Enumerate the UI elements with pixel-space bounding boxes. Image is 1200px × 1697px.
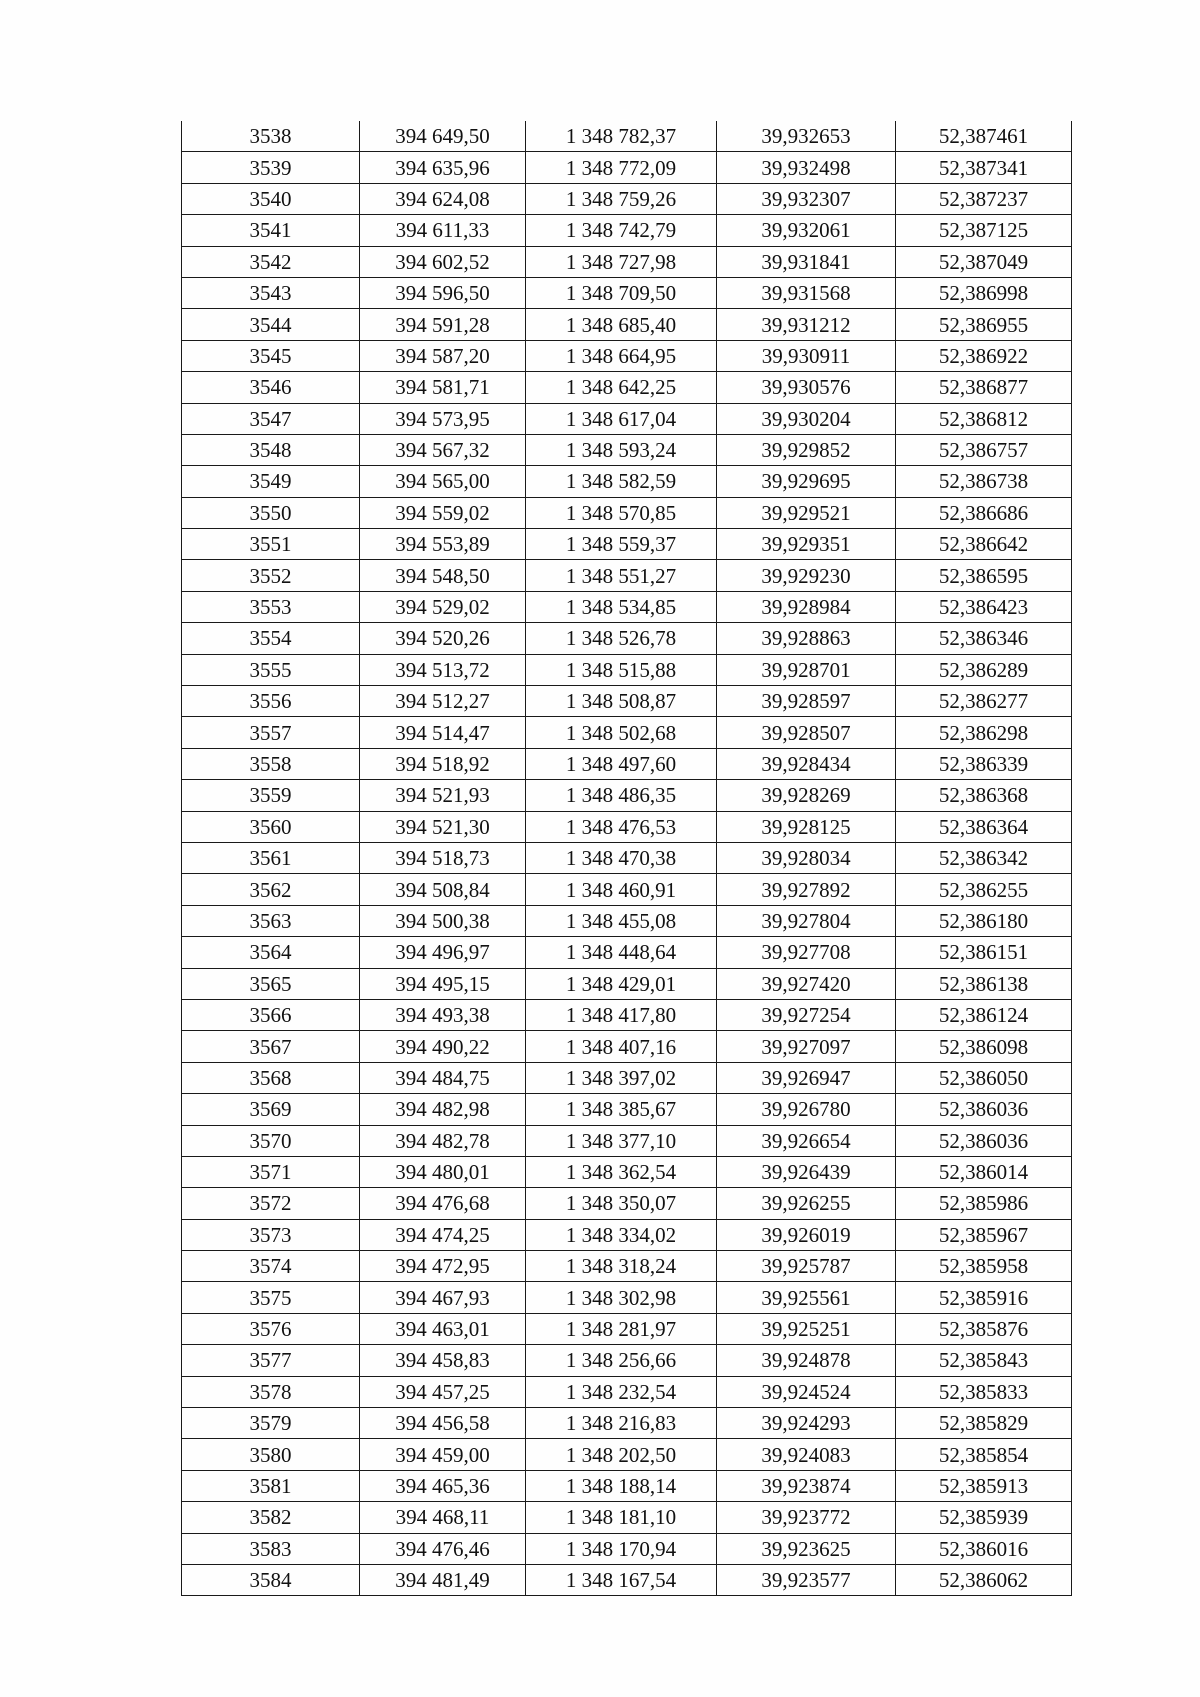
table-row <box>182 1156 1072 1187</box>
point-number-cell: 3574 <box>182 1251 360 1282</box>
y-coordinate-cell: 1 348 593,24 <box>526 434 717 465</box>
table-row <box>182 1062 1072 1093</box>
point-number-cell: 3578 <box>182 1376 360 1407</box>
y-coordinate-cell: 1 348 742,79 <box>526 215 717 246</box>
latitude-cell: 39,925561 <box>717 1282 896 1313</box>
y-coordinate-cell: 1 348 181,10 <box>526 1502 717 1533</box>
y-coordinate-cell: 1 348 664,95 <box>526 340 717 371</box>
x-coordinate-cell: 394 635,96 <box>360 152 526 183</box>
latitude-cell: 39,927892 <box>717 874 896 905</box>
longitude-cell: 52,385958 <box>896 1251 1072 1282</box>
point-number-cell: 3564 <box>182 937 360 968</box>
point-number-cell: 3550 <box>182 497 360 528</box>
x-coordinate-cell: 394 496,97 <box>360 937 526 968</box>
latitude-cell: 39,925787 <box>717 1251 896 1282</box>
x-coordinate-cell: 394 457,25 <box>360 1376 526 1407</box>
latitude-cell: 39,924083 <box>717 1439 896 1470</box>
table-row <box>182 999 1072 1030</box>
point-number-cell: 3549 <box>182 466 360 497</box>
latitude-cell: 39,924293 <box>717 1408 896 1439</box>
x-coordinate-cell: 394 481,49 <box>360 1564 526 1595</box>
point-number-cell: 3540 <box>182 183 360 214</box>
longitude-cell: 52,386364 <box>896 811 1072 842</box>
x-coordinate-cell: 394 465,36 <box>360 1470 526 1501</box>
latitude-cell: 39,930911 <box>717 340 896 371</box>
x-coordinate-cell: 394 521,30 <box>360 811 526 842</box>
latitude-cell: 39,926780 <box>717 1094 896 1125</box>
latitude-cell: 39,929695 <box>717 466 896 497</box>
table-row <box>182 1376 1072 1407</box>
latitude-cell: 39,927097 <box>717 1031 896 1062</box>
y-coordinate-cell: 1 348 685,40 <box>526 309 717 340</box>
latitude-cell: 39,925251 <box>717 1313 896 1344</box>
latitude-cell: 39,926654 <box>717 1125 896 1156</box>
y-coordinate-cell: 1 348 559,37 <box>526 529 717 560</box>
x-coordinate-cell: 394 490,22 <box>360 1031 526 1062</box>
x-coordinate-cell: 394 474,25 <box>360 1219 526 1250</box>
table-row <box>182 529 1072 560</box>
latitude-cell: 39,923874 <box>717 1470 896 1501</box>
table-row <box>182 403 1072 434</box>
x-coordinate-cell: 394 529,02 <box>360 591 526 622</box>
y-coordinate-cell: 1 348 407,16 <box>526 1031 717 1062</box>
y-coordinate-cell: 1 348 515,88 <box>526 654 717 685</box>
x-coordinate-cell: 394 513,72 <box>360 654 526 685</box>
latitude-cell: 39,931212 <box>717 309 896 340</box>
point-number-cell: 3568 <box>182 1062 360 1093</box>
point-number-cell: 3561 <box>182 842 360 873</box>
latitude-cell: 39,926019 <box>717 1219 896 1250</box>
point-number-cell: 3583 <box>182 1533 360 1564</box>
longitude-cell: 52,386812 <box>896 403 1072 434</box>
x-coordinate-cell: 394 482,78 <box>360 1125 526 1156</box>
point-number-cell: 3573 <box>182 1219 360 1250</box>
longitude-cell: 52,386423 <box>896 591 1072 622</box>
x-coordinate-cell: 394 495,15 <box>360 968 526 999</box>
longitude-cell: 52,385843 <box>896 1345 1072 1376</box>
y-coordinate-cell: 1 348 417,80 <box>526 999 717 1030</box>
x-coordinate-cell: 394 602,52 <box>360 246 526 277</box>
y-coordinate-cell: 1 348 397,02 <box>526 1062 717 1093</box>
point-number-cell: 3572 <box>182 1188 360 1219</box>
table-row <box>182 1408 1072 1439</box>
x-coordinate-cell: 394 472,95 <box>360 1251 526 1282</box>
table-row <box>182 215 1072 246</box>
x-coordinate-cell: 394 518,73 <box>360 842 526 873</box>
x-coordinate-cell: 394 581,71 <box>360 372 526 403</box>
table-row <box>182 1188 1072 1219</box>
x-coordinate-cell: 394 514,47 <box>360 717 526 748</box>
x-coordinate-cell: 394 518,92 <box>360 748 526 779</box>
point-number-cell: 3566 <box>182 999 360 1030</box>
x-coordinate-cell: 394 591,28 <box>360 309 526 340</box>
x-coordinate-cell: 394 467,93 <box>360 1282 526 1313</box>
x-coordinate-cell: 394 476,46 <box>360 1533 526 1564</box>
y-coordinate-cell: 1 348 642,25 <box>526 372 717 403</box>
x-coordinate-cell: 394 493,38 <box>360 999 526 1030</box>
longitude-cell: 52,386098 <box>896 1031 1072 1062</box>
point-number-cell: 3575 <box>182 1282 360 1313</box>
longitude-cell: 52,386016 <box>896 1533 1072 1564</box>
latitude-cell: 39,926947 <box>717 1062 896 1093</box>
x-coordinate-cell: 394 624,08 <box>360 183 526 214</box>
latitude-cell: 39,928125 <box>717 811 896 842</box>
latitude-cell: 39,929521 <box>717 497 896 528</box>
x-coordinate-cell: 394 459,00 <box>360 1439 526 1470</box>
table-row <box>182 152 1072 183</box>
latitude-cell: 39,923625 <box>717 1533 896 1564</box>
table-row <box>182 623 1072 654</box>
table-row <box>182 1439 1072 1470</box>
table-row <box>182 937 1072 968</box>
table-row <box>182 874 1072 905</box>
table-row <box>182 842 1072 873</box>
x-coordinate-cell: 394 484,75 <box>360 1062 526 1093</box>
longitude-cell: 52,386255 <box>896 874 1072 905</box>
table-row <box>182 340 1072 371</box>
x-coordinate-cell: 394 458,83 <box>360 1345 526 1376</box>
table-row <box>182 1313 1072 1344</box>
longitude-cell: 52,387049 <box>896 246 1072 277</box>
latitude-cell: 39,923772 <box>717 1502 896 1533</box>
longitude-cell: 52,386686 <box>896 497 1072 528</box>
table-row <box>182 717 1072 748</box>
y-coordinate-cell: 1 348 570,85 <box>526 497 717 528</box>
point-number-cell: 3544 <box>182 309 360 340</box>
point-number-cell: 3560 <box>182 811 360 842</box>
y-coordinate-cell: 1 348 256,66 <box>526 1345 717 1376</box>
latitude-cell: 39,932653 <box>717 121 896 152</box>
latitude-cell: 39,929852 <box>717 434 896 465</box>
y-coordinate-cell: 1 348 508,87 <box>526 686 717 717</box>
y-coordinate-cell: 1 348 188,14 <box>526 1470 717 1501</box>
x-coordinate-cell: 394 520,26 <box>360 623 526 654</box>
longitude-cell: 52,385829 <box>896 1408 1072 1439</box>
table-row <box>182 372 1072 403</box>
table-row <box>182 686 1072 717</box>
point-number-cell: 3584 <box>182 1564 360 1595</box>
longitude-cell: 52,386298 <box>896 717 1072 748</box>
latitude-cell: 39,932498 <box>717 152 896 183</box>
table-row <box>182 121 1072 152</box>
point-number-cell: 3576 <box>182 1313 360 1344</box>
latitude-cell: 39,923577 <box>717 1564 896 1595</box>
x-coordinate-cell: 394 559,02 <box>360 497 526 528</box>
point-number-cell: 3558 <box>182 748 360 779</box>
latitude-cell: 39,928507 <box>717 717 896 748</box>
x-coordinate-cell: 394 476,68 <box>360 1188 526 1219</box>
longitude-cell: 52,386342 <box>896 842 1072 873</box>
point-number-cell: 3553 <box>182 591 360 622</box>
table-row <box>182 1564 1072 1595</box>
point-number-cell: 3580 <box>182 1439 360 1470</box>
table-row <box>182 905 1072 936</box>
longitude-cell: 52,386346 <box>896 623 1072 654</box>
longitude-cell: 52,386151 <box>896 937 1072 968</box>
coordinates-table <box>181 121 1072 1596</box>
y-coordinate-cell: 1 348 470,38 <box>526 842 717 873</box>
y-coordinate-cell: 1 348 429,01 <box>526 968 717 999</box>
table-row <box>182 1345 1072 1376</box>
longitude-cell: 52,386922 <box>896 340 1072 371</box>
table-row <box>182 497 1072 528</box>
table-row <box>182 1219 1072 1250</box>
longitude-cell: 52,385916 <box>896 1282 1072 1313</box>
coordinates-table-body <box>182 121 1072 1596</box>
longitude-cell: 52,385939 <box>896 1502 1072 1533</box>
latitude-cell: 39,931568 <box>717 277 896 308</box>
longitude-cell: 52,386124 <box>896 999 1072 1030</box>
x-coordinate-cell: 394 587,20 <box>360 340 526 371</box>
y-coordinate-cell: 1 348 709,50 <box>526 277 717 308</box>
latitude-cell: 39,927708 <box>717 937 896 968</box>
table-row <box>182 811 1072 842</box>
x-coordinate-cell: 394 482,98 <box>360 1094 526 1125</box>
y-coordinate-cell: 1 348 318,24 <box>526 1251 717 1282</box>
latitude-cell: 39,929351 <box>717 529 896 560</box>
longitude-cell: 52,386955 <box>896 309 1072 340</box>
latitude-cell: 39,927254 <box>717 999 896 1030</box>
y-coordinate-cell: 1 348 385,67 <box>526 1094 717 1125</box>
longitude-cell: 52,387237 <box>896 183 1072 214</box>
longitude-cell: 52,386036 <box>896 1094 1072 1125</box>
longitude-cell: 52,386998 <box>896 277 1072 308</box>
y-coordinate-cell: 1 348 476,53 <box>526 811 717 842</box>
x-coordinate-cell: 394 649,50 <box>360 121 526 152</box>
table-row <box>182 309 1072 340</box>
longitude-cell: 52,387461 <box>896 121 1072 152</box>
latitude-cell: 39,928269 <box>717 780 896 811</box>
point-number-cell: 3579 <box>182 1408 360 1439</box>
x-coordinate-cell: 394 456,58 <box>360 1408 526 1439</box>
y-coordinate-cell: 1 348 534,85 <box>526 591 717 622</box>
longitude-cell: 52,387125 <box>896 215 1072 246</box>
longitude-cell: 52,386339 <box>896 748 1072 779</box>
point-number-cell: 3556 <box>182 686 360 717</box>
point-number-cell: 3555 <box>182 654 360 685</box>
longitude-cell: 52,386757 <box>896 434 1072 465</box>
longitude-cell: 52,386062 <box>896 1564 1072 1595</box>
latitude-cell: 39,928701 <box>717 654 896 685</box>
x-coordinate-cell: 394 548,50 <box>360 560 526 591</box>
y-coordinate-cell: 1 348 551,27 <box>526 560 717 591</box>
point-number-cell: 3563 <box>182 905 360 936</box>
x-coordinate-cell: 394 508,84 <box>360 874 526 905</box>
point-number-cell: 3581 <box>182 1470 360 1501</box>
y-coordinate-cell: 1 348 167,54 <box>526 1564 717 1595</box>
y-coordinate-cell: 1 348 377,10 <box>526 1125 717 1156</box>
longitude-cell: 52,385967 <box>896 1219 1072 1250</box>
point-number-cell: 3546 <box>182 372 360 403</box>
latitude-cell: 39,926439 <box>717 1156 896 1187</box>
longitude-cell: 52,386050 <box>896 1062 1072 1093</box>
point-number-cell: 3548 <box>182 434 360 465</box>
table-row <box>182 654 1072 685</box>
x-coordinate-cell: 394 596,50 <box>360 277 526 308</box>
x-coordinate-cell: 394 611,33 <box>360 215 526 246</box>
point-number-cell: 3569 <box>182 1094 360 1125</box>
longitude-cell: 52,387341 <box>896 152 1072 183</box>
table-row <box>182 1125 1072 1156</box>
point-number-cell: 3554 <box>182 623 360 654</box>
point-number-cell: 3542 <box>182 246 360 277</box>
y-coordinate-cell: 1 348 232,54 <box>526 1376 717 1407</box>
x-coordinate-cell: 394 521,93 <box>360 780 526 811</box>
x-coordinate-cell: 394 500,38 <box>360 905 526 936</box>
table-row <box>182 748 1072 779</box>
x-coordinate-cell: 394 463,01 <box>360 1313 526 1344</box>
latitude-cell: 39,924524 <box>717 1376 896 1407</box>
latitude-cell: 39,930204 <box>717 403 896 434</box>
y-coordinate-cell: 1 348 350,07 <box>526 1188 717 1219</box>
longitude-cell: 52,386368 <box>896 780 1072 811</box>
point-number-cell: 3567 <box>182 1031 360 1062</box>
point-number-cell: 3545 <box>182 340 360 371</box>
longitude-cell: 52,385986 <box>896 1188 1072 1219</box>
point-number-cell: 3543 <box>182 277 360 308</box>
latitude-cell: 39,932307 <box>717 183 896 214</box>
table-row <box>182 1470 1072 1501</box>
point-number-cell: 3538 <box>182 121 360 152</box>
latitude-cell: 39,926255 <box>717 1188 896 1219</box>
x-coordinate-cell: 394 512,27 <box>360 686 526 717</box>
longitude-cell: 52,386277 <box>896 686 1072 717</box>
longitude-cell: 52,386642 <box>896 529 1072 560</box>
longitude-cell: 52,385854 <box>896 1439 1072 1470</box>
y-coordinate-cell: 1 348 455,08 <box>526 905 717 936</box>
y-coordinate-cell: 1 348 202,50 <box>526 1439 717 1470</box>
table-row <box>182 277 1072 308</box>
longitude-cell: 52,386877 <box>896 372 1072 403</box>
x-coordinate-cell: 394 567,32 <box>360 434 526 465</box>
y-coordinate-cell: 1 348 302,98 <box>526 1282 717 1313</box>
longitude-cell: 52,386180 <box>896 905 1072 936</box>
table-row <box>182 183 1072 214</box>
y-coordinate-cell: 1 348 782,37 <box>526 121 717 152</box>
point-number-cell: 3557 <box>182 717 360 748</box>
y-coordinate-cell: 1 348 362,54 <box>526 1156 717 1187</box>
point-number-cell: 3562 <box>182 874 360 905</box>
longitude-cell: 52,386036 <box>896 1125 1072 1156</box>
point-number-cell: 3571 <box>182 1156 360 1187</box>
point-number-cell: 3570 <box>182 1125 360 1156</box>
point-number-cell: 3582 <box>182 1502 360 1533</box>
x-coordinate-cell: 394 468,11 <box>360 1502 526 1533</box>
point-number-cell: 3539 <box>182 152 360 183</box>
y-coordinate-cell: 1 348 486,35 <box>526 780 717 811</box>
table-row <box>182 1533 1072 1564</box>
y-coordinate-cell: 1 348 502,68 <box>526 717 717 748</box>
latitude-cell: 39,932061 <box>717 215 896 246</box>
y-coordinate-cell: 1 348 526,78 <box>526 623 717 654</box>
longitude-cell: 52,386738 <box>896 466 1072 497</box>
point-number-cell: 3565 <box>182 968 360 999</box>
x-coordinate-cell: 394 553,89 <box>360 529 526 560</box>
latitude-cell: 39,928034 <box>717 842 896 873</box>
latitude-cell: 39,928597 <box>717 686 896 717</box>
y-coordinate-cell: 1 348 216,83 <box>526 1408 717 1439</box>
latitude-cell: 39,931841 <box>717 246 896 277</box>
longitude-cell: 52,386138 <box>896 968 1072 999</box>
longitude-cell: 52,386014 <box>896 1156 1072 1187</box>
y-coordinate-cell: 1 348 281,97 <box>526 1313 717 1344</box>
y-coordinate-cell: 1 348 497,60 <box>526 748 717 779</box>
longitude-cell: 52,385876 <box>896 1313 1072 1344</box>
table-row <box>182 434 1072 465</box>
longitude-cell: 52,385833 <box>896 1376 1072 1407</box>
latitude-cell: 39,928434 <box>717 748 896 779</box>
longitude-cell: 52,385913 <box>896 1470 1072 1501</box>
x-coordinate-cell: 394 573,95 <box>360 403 526 434</box>
table-row <box>182 1251 1072 1282</box>
table-row <box>182 1031 1072 1062</box>
x-coordinate-cell: 394 565,00 <box>360 466 526 497</box>
y-coordinate-cell: 1 348 772,09 <box>526 152 717 183</box>
table-row <box>182 968 1072 999</box>
latitude-cell: 39,924878 <box>717 1345 896 1376</box>
y-coordinate-cell: 1 348 582,59 <box>526 466 717 497</box>
y-coordinate-cell: 1 348 448,64 <box>526 937 717 968</box>
table-row <box>182 780 1072 811</box>
latitude-cell: 39,930576 <box>717 372 896 403</box>
table-row <box>182 1094 1072 1125</box>
point-number-cell: 3559 <box>182 780 360 811</box>
point-number-cell: 3577 <box>182 1345 360 1376</box>
x-coordinate-cell: 394 480,01 <box>360 1156 526 1187</box>
point-number-cell: 3551 <box>182 529 360 560</box>
table-row <box>182 591 1072 622</box>
y-coordinate-cell: 1 348 759,26 <box>526 183 717 214</box>
table-row <box>182 1502 1072 1533</box>
latitude-cell: 39,928984 <box>717 591 896 622</box>
y-coordinate-cell: 1 348 170,94 <box>526 1533 717 1564</box>
table-row <box>182 246 1072 277</box>
y-coordinate-cell: 1 348 617,04 <box>526 403 717 434</box>
longitude-cell: 52,386289 <box>896 654 1072 685</box>
table-row <box>182 1282 1072 1313</box>
y-coordinate-cell: 1 348 334,02 <box>526 1219 717 1250</box>
longitude-cell: 52,386595 <box>896 560 1072 591</box>
table-row <box>182 560 1072 591</box>
point-number-cell: 3547 <box>182 403 360 434</box>
latitude-cell: 39,929230 <box>717 560 896 591</box>
table-row <box>182 466 1072 497</box>
latitude-cell: 39,927804 <box>717 905 896 936</box>
latitude-cell: 39,927420 <box>717 968 896 999</box>
y-coordinate-cell: 1 348 727,98 <box>526 246 717 277</box>
point-number-cell: 3552 <box>182 560 360 591</box>
latitude-cell: 39,928863 <box>717 623 896 654</box>
y-coordinate-cell: 1 348 460,91 <box>526 874 717 905</box>
point-number-cell: 3541 <box>182 215 360 246</box>
